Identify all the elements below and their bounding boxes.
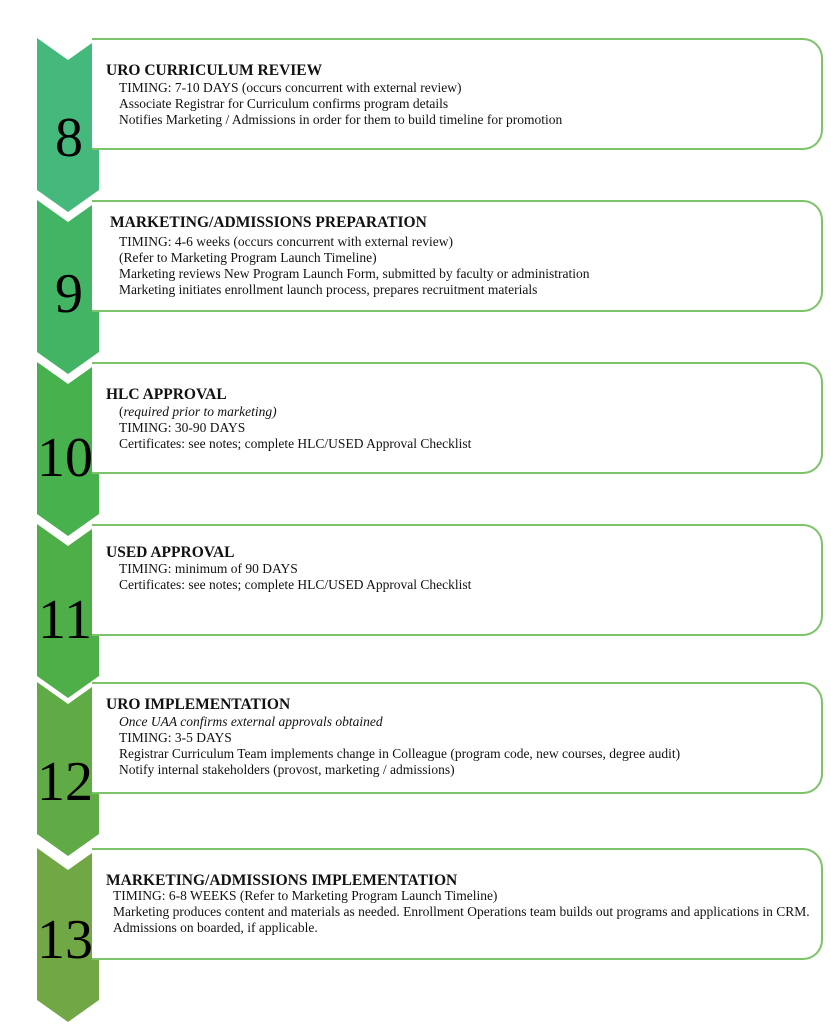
note-paren: ( <box>119 404 124 419</box>
step-detail-paragraph: Marketing produces content and materials as needed. Enrollment Operations team builds out programs and applications in CRM. Admissions on boarded, if applicable. <box>113 904 810 935</box>
step-detail-line: TIMING: 4-6 weeks (occurs concurrent with external review) <box>119 234 453 249</box>
step-note <box>119 404 277 420</box>
step-detail-line: TIMING: 7-10 DAYS (occurs concurrent with external review) <box>119 80 462 95</box>
step-detail-line: Marketing initiates enrollment launch process, prepares recruitment materials <box>119 282 538 297</box>
note-italic: required prior to marketing) <box>123 404 277 419</box>
process-step-8 <box>0 38 831 200</box>
process-step-13 <box>0 848 831 1010</box>
step-detail-line: TIMING: minimum of 90 DAYS <box>119 561 298 576</box>
step-detail-line: Associate Registrar for Curriculum confirms program details <box>119 96 449 111</box>
step-title: HLC APPROVAL <box>106 386 227 403</box>
step-title: URO CURRICULUM REVIEW <box>106 62 323 79</box>
step-title: MARKETING/ADMISSIONS PREPARATION <box>110 214 427 231</box>
process-step-10 <box>0 362 831 524</box>
step-title: MARKETING/ADMISSIONS IMPLEMENTATION <box>106 872 458 889</box>
step-title: URO IMPLEMENTATION <box>106 696 291 713</box>
process-step-12 <box>0 682 831 844</box>
step-detail-line: TIMING: 30-90 DAYS <box>119 420 246 435</box>
step-detail-line: TIMING: 6-8 WEEKS (Refer to Marketing Program Launch Timeline) <box>113 888 498 903</box>
step-detail-line: Registrar Curriculum Team implements change in Colleague (program code, new courses, degree audit) <box>119 746 681 761</box>
step-number: 13 <box>37 909 93 971</box>
step-number: 9 <box>55 263 83 325</box>
process-step-9 <box>0 200 831 362</box>
step-detail-line: Certificates: see notes; complete HLC/USED Approval Checklist <box>119 436 472 451</box>
step-number: 11 <box>38 589 92 651</box>
step-italic-line: Once UAA confirms external approvals obtained <box>119 714 383 729</box>
step-number: 8 <box>55 107 83 169</box>
step-detail-line: TIMING: 3-5 DAYS <box>119 730 232 745</box>
step-number: 10 <box>37 427 93 489</box>
step-detail-line: Marketing reviews New Program Launch Form, submitted by faculty or administration <box>119 266 590 281</box>
step-title: USED APPROVAL <box>106 544 235 561</box>
step-detail-line: (Refer to Marketing Program Launch Timeline) <box>119 250 377 265</box>
step-detail-line: Notify internal stakeholders (provost, marketing / admissions) <box>119 762 455 777</box>
step-detail-line: Notifies Marketing / Admissions in order for them to build timeline for promotion <box>119 112 563 127</box>
process-step-11 <box>0 524 831 686</box>
step-detail-line: Certificates: see notes; complete HLC/USED Approval Checklist <box>119 577 472 592</box>
step-number: 12 <box>37 751 93 813</box>
